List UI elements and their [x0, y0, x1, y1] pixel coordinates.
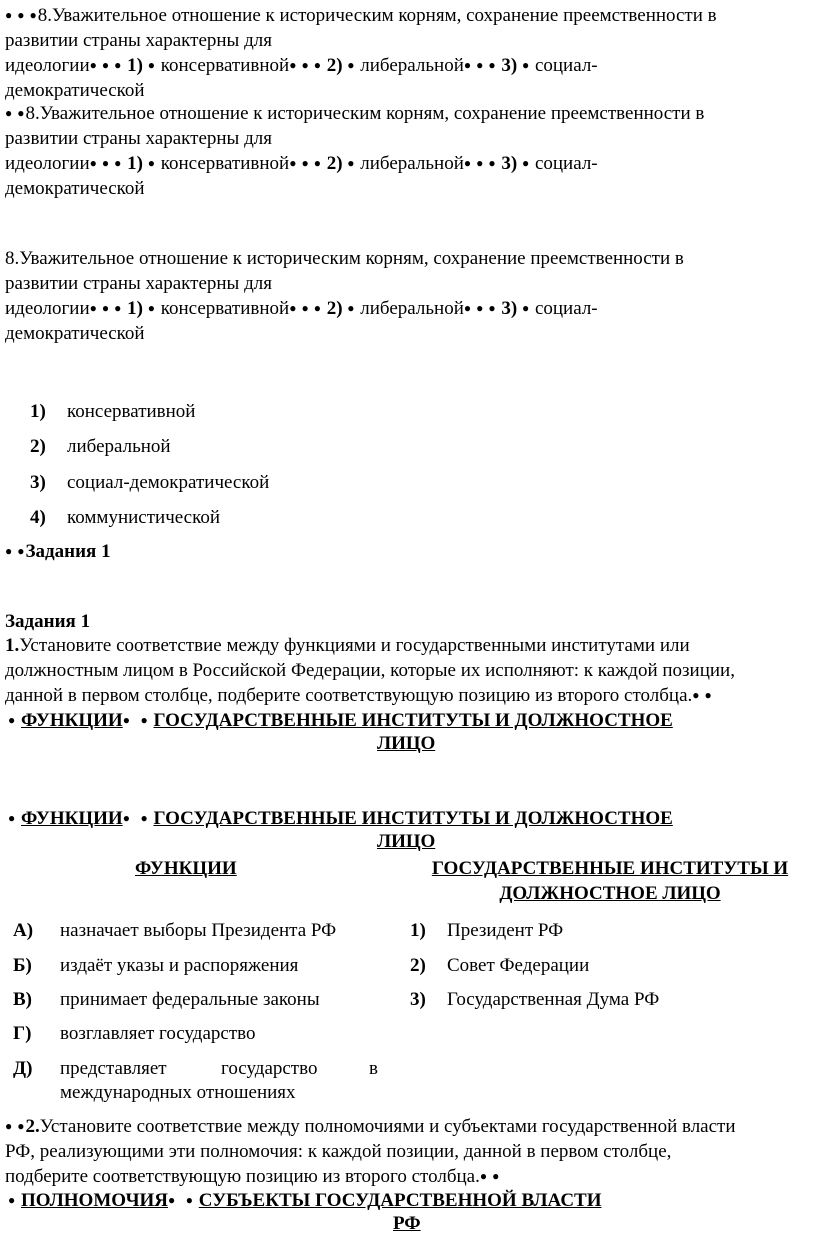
- institution-row: [410, 988, 660, 1013]
- answer-option-number: 3): [30, 472, 46, 493]
- function-text-word: представляет: [60, 1058, 167, 1079]
- bullet-marker: ● ●: [479, 1169, 501, 1183]
- bullet-marker: ● ● ●: [463, 301, 497, 315]
- table-header-institutions-line2: ДОЛЖНОСТНОЕ ЛИЦО: [499, 882, 721, 904]
- function-row: [13, 988, 320, 1013]
- function-text: назначает выборы Президента РФ: [60, 920, 337, 941]
- bullet-marker: ● ●: [5, 544, 26, 558]
- column-header-subjects: СУБЪЕКТЫ ГОСУДАРСТВЕННОЙ ВЛАСТИ: [198, 1190, 602, 1211]
- function-text: принимает федеральные законы: [60, 989, 320, 1010]
- bullet-marker: ●: [147, 58, 156, 72]
- column-header-functions: ФУНКЦИИ: [21, 808, 123, 829]
- institution-number: 2): [410, 955, 426, 976]
- column-header-institutions: ГОСУДАРСТВЕННЫЕ ИНСТИТУТЫ И ДОЛЖНОСТНОЕ: [153, 808, 673, 829]
- question-stem-cont: развитии страны характерны для: [5, 127, 272, 149]
- lead-word: идеологии: [5, 153, 90, 174]
- function-letter: Б): [13, 955, 32, 976]
- bullet-marker: ●: [347, 301, 356, 315]
- bullet-marker: ● ● ●: [289, 301, 322, 315]
- institution-row: [410, 954, 590, 979]
- answer-option-text: социал-демократической: [67, 472, 270, 493]
- answer-option: [30, 471, 270, 496]
- task-2-statement: [5, 1114, 815, 1190]
- bullet-marker: ●: [347, 58, 356, 72]
- option-text: социал-: [534, 153, 598, 174]
- institution-number: 3): [410, 989, 426, 1010]
- answer-option: [30, 435, 171, 460]
- bullet-marker: ● ●: [5, 1119, 26, 1133]
- option-text-cont: демократической: [5, 177, 145, 199]
- tasks-heading: [5, 610, 90, 635]
- option-number: 1): [127, 298, 143, 319]
- answer-option-number: 4): [30, 507, 46, 528]
- task-text-cont: данной в первом столбце, подберите соответствующую позицию из второго столбца.: [5, 685, 693, 706]
- task-number: 1.: [5, 635, 20, 656]
- question-8-block-1: [5, 3, 815, 103]
- task-text-cont: должностным лицом в Российской Федерации, которые их исполняют: к каждой позиции,: [5, 659, 735, 681]
- question-stem-cont: развитии страны характерны для: [5, 29, 272, 51]
- question-stem: 8.Уважительное отношение к историческим корням, сохранение преемственности в: [25, 103, 705, 124]
- table-header-functions: ФУНКЦИИ: [135, 858, 237, 879]
- option-number: 3): [501, 298, 518, 319]
- column-header-institutions-cont: ЛИЦО: [377, 831, 436, 852]
- option-number: 3): [501, 55, 518, 76]
- bullet-marker: ●: [8, 811, 17, 825]
- bullet-marker: ●: [521, 58, 531, 72]
- answer-option-text: коммунистической: [67, 507, 221, 528]
- option-number: 1): [127, 153, 143, 174]
- task-number: 2.: [25, 1116, 40, 1137]
- bullet-marker: ● ● ●: [289, 58, 322, 72]
- function-text-cont: международных отношениях: [60, 1082, 296, 1103]
- task-text-cont: подберите соответствующую позицию из второго столбца.: [5, 1166, 480, 1187]
- answer-option-number: 1): [30, 401, 46, 422]
- option-number: 3): [501, 153, 518, 174]
- bullet-marker: ●: [122, 713, 131, 727]
- answer-option: [30, 506, 221, 531]
- function-letter: А): [13, 920, 34, 941]
- bullet-marker: ●: [8, 1193, 17, 1207]
- bullet-marker: ●: [521, 156, 531, 170]
- bullet-marker: ●: [8, 713, 17, 727]
- bullet-marker: ● ● ●: [463, 156, 497, 170]
- option-text-cont: демократической: [5, 79, 145, 101]
- question-stem-cont: развитии страны характерны для: [5, 272, 272, 294]
- function-row: [13, 919, 337, 944]
- option-number: 1): [127, 55, 143, 76]
- bullet-marker: ● ● ●: [5, 8, 38, 22]
- function-text: издаёт указы и распоряжения: [60, 955, 299, 976]
- bullet-marker: ● ●: [5, 106, 26, 120]
- section-heading: Задания 1: [5, 611, 91, 632]
- table-header-institutions: [405, 857, 815, 906]
- column-header-functions: ФУНКЦИИ: [21, 710, 123, 731]
- institution-text: Государственная Дума РФ: [447, 989, 660, 1010]
- function-letter: Д): [13, 1058, 33, 1079]
- bullet-marker: ●: [122, 811, 131, 825]
- task-1-column-headers-2: [5, 806, 815, 852]
- function-text-word: в: [369, 1058, 378, 1079]
- bullet-marker: ● ●: [692, 688, 713, 702]
- bullet-marker: ● ● ●: [89, 301, 123, 315]
- task-2-column-headers: [5, 1188, 815, 1234]
- column-header-subjects-cont: РФ: [393, 1213, 421, 1234]
- task-text: Установите соответствие между функциями и государственными институтами или: [19, 635, 690, 656]
- bullet-marker: ●: [168, 1193, 177, 1207]
- function-row: [13, 954, 299, 979]
- option-text: консервативной: [160, 153, 290, 174]
- option-text: социал-: [534, 298, 598, 319]
- answer-option-text: консервативной: [67, 401, 196, 422]
- option-text: либеральной: [360, 153, 464, 174]
- option-number: 2): [326, 55, 343, 76]
- option-text: социал-: [534, 55, 598, 76]
- table-header-institutions-line1: ГОСУДАРСТВЕННЫЕ ИНСТИТУТЫ И: [431, 858, 789, 879]
- column-header-institutions: ГОСУДАРСТВЕННЫЕ ИНСТИТУТЫ И ДОЛЖНОСТНОЕ: [153, 710, 673, 731]
- institution-number: 1): [410, 920, 426, 941]
- bullet-marker: ●: [347, 156, 356, 170]
- question-8-block-2: [5, 101, 815, 201]
- task-1-column-headers-1: [5, 708, 815, 754]
- question-stem: 8.Уважительное отношение к историческим корням, сохранение преемственности в: [37, 5, 717, 26]
- bullet-marker: ●: [147, 301, 156, 315]
- institution-text: Совет Федерации: [447, 955, 590, 976]
- option-text: либеральной: [360, 298, 464, 319]
- task-text-cont: РФ, реализующими эти полномочия: к каждой позиции, данной в первом столбце,: [5, 1140, 672, 1162]
- column-header-institutions-cont: ЛИЦО: [377, 733, 436, 754]
- function-letter: Г): [13, 1023, 32, 1044]
- answer-option-number: 2): [30, 436, 46, 457]
- bullet-marker: ●: [147, 156, 156, 170]
- bullet-marker: ●: [140, 713, 149, 727]
- lead-word: идеологии: [5, 55, 90, 76]
- lead-word: идеологии: [5, 298, 90, 319]
- task-text: Установите соответствие между полномочиями и субъектами государственной власти: [39, 1116, 736, 1137]
- bullet-marker: ● ● ●: [463, 58, 497, 72]
- option-number: 2): [326, 153, 343, 174]
- option-text: либеральной: [360, 55, 464, 76]
- tasks-heading-bulleted: [5, 539, 111, 565]
- answer-option-text: либеральной: [67, 436, 171, 457]
- option-text: консервативной: [160, 55, 290, 76]
- institution-row: [410, 919, 564, 944]
- bullet-marker: ●: [521, 301, 531, 315]
- answer-option: [30, 400, 196, 425]
- bullet-marker: ●: [185, 1193, 195, 1207]
- option-text-cont: демократической: [5, 322, 145, 344]
- function-letter: В): [13, 989, 32, 1010]
- option-number: 2): [326, 298, 343, 319]
- question-stem: 8.Уважительное отношение к историческим корням, сохранение преемственности в: [5, 248, 684, 269]
- bullet-marker: ● ● ●: [289, 156, 322, 170]
- function-text: возглавляет государство: [60, 1023, 256, 1044]
- function-row: [13, 1057, 383, 1103]
- bullet-marker: ● ● ●: [89, 156, 123, 170]
- section-heading: Задания 1: [25, 541, 111, 562]
- question-8-block-3: [5, 247, 815, 346]
- function-row: [13, 1022, 256, 1047]
- bullet-marker: ● ● ●: [89, 58, 123, 72]
- task-1-statement: [5, 634, 815, 709]
- bullet-marker: ●: [140, 811, 149, 825]
- function-text-word: государство: [221, 1058, 318, 1079]
- option-text: консервативной: [160, 298, 290, 319]
- institution-text: Президент РФ: [447, 920, 564, 941]
- column-header-powers: ПОЛНОМОЧИЯ: [21, 1190, 169, 1211]
